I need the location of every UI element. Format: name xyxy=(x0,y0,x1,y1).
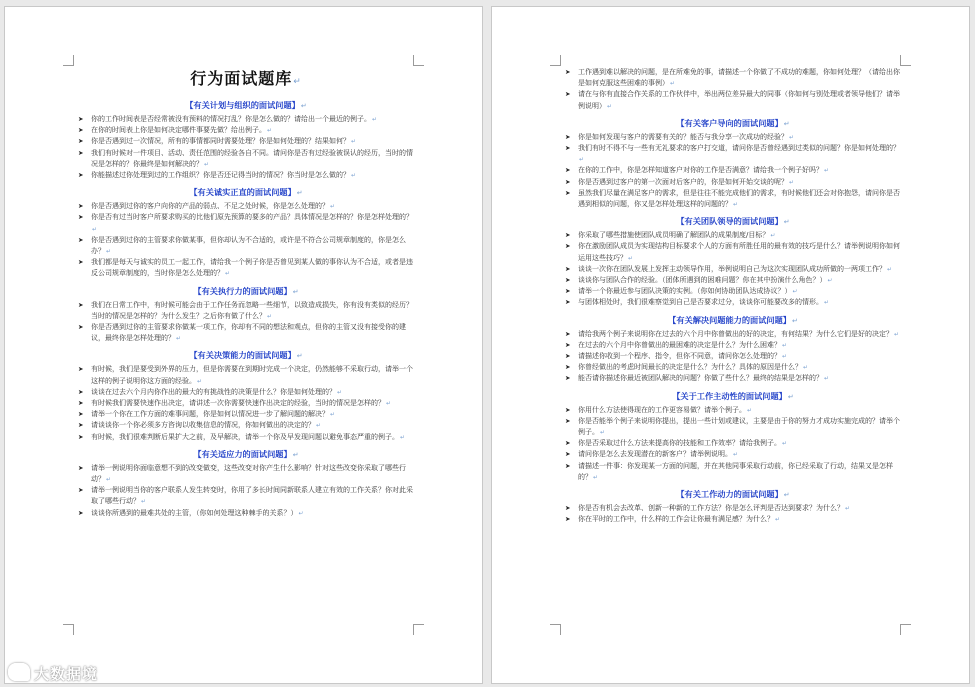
bullet-arrow-icon: ➤ xyxy=(565,231,571,240)
question-text: 你能描述过你处理到过的工作组织？你是否还记得当时的情况？你当时是怎么做的？ xyxy=(91,171,350,180)
paragraph-mark: ↵ xyxy=(351,138,357,146)
bullet-arrow-icon: ➤ xyxy=(565,416,571,425)
bullet-arrow-icon: ➤ xyxy=(78,300,84,309)
paragraph-mark: ↵ xyxy=(782,341,788,349)
question-text: 你在平时的工作中，什么样的工作会让你最有满足感？为什么？ xyxy=(578,515,774,524)
paragraph-mark: ↵ xyxy=(298,509,304,517)
section-heading: 【有关适应力的面试问题】↵ xyxy=(193,448,299,459)
bullet-arrow-icon: ➤ xyxy=(565,242,571,251)
paragraph-mark: ↵ xyxy=(106,476,112,484)
question-item xyxy=(77,170,415,181)
question-text: 我们都是每天与诚实的员工一起工作，请给我一个例子你是否曾见到某人做的事你认为不合适，或者是违反公司规章制度的，当时你是怎么处理的？ xyxy=(91,258,413,278)
bullet-arrow-icon: ➤ xyxy=(565,276,571,285)
question-text: 你是否遇到过你的主管要求你做某事，但你却认为不合适的，或许是不符合公司规章制度的，你是怎么办？ xyxy=(91,235,406,256)
paragraph-mark: ↵ xyxy=(783,218,790,227)
question-text: 我们有时候对一件项目、活动、责任范围的经验各自不同。请问你是否有过经验被误认的经历，当时的情况是怎样的？你最终是如何解决的？ xyxy=(91,148,413,168)
question-text: 请谈谈你一个你必须多方咨询以收集信息的情况，你如何做出的决定的？ xyxy=(91,421,315,430)
question-text: 你是否遇到过你的主管要求你做某一项工作，你却有不同的想法和观点，但你的主管又没有接受你的建议，最终你是怎样处理的？ xyxy=(91,323,406,343)
bullet-arrow-icon: ➤ xyxy=(78,432,84,441)
question-text: 谈谈你与团队合作的经验。（团体所遇到的困难问题？你在其中扮演什么角色？） xyxy=(578,276,827,285)
question-item xyxy=(77,398,415,409)
paragraph-mark: ↵ xyxy=(791,316,798,325)
bullet-arrow-icon: ➤ xyxy=(78,486,84,495)
bullet-arrow-icon: ➤ xyxy=(78,399,84,408)
question-text: 你曾经做出的考虑时间最长的决定是什么？为什么？具体的原因是什么？ xyxy=(578,363,802,372)
paragraph-mark: ↵ xyxy=(747,406,753,414)
question-item xyxy=(564,67,902,89)
page-content[interactable] xyxy=(77,63,415,519)
paragraph-mark: ↵ xyxy=(607,102,613,110)
bullet-arrow-icon: ➤ xyxy=(565,450,571,459)
paragraph-mark: ↵ xyxy=(204,160,210,168)
paragraph-mark: ↵ xyxy=(386,400,392,408)
question-item xyxy=(77,409,415,420)
question-text: 在过去的六个月中你曾做出的最困难的决定是什么？为什么困难？ xyxy=(578,340,781,349)
question-text: 在你的工作中，你是怎样知道客户对你的工作是否满意？请给我一个例子好吗？ xyxy=(578,166,823,175)
bullet-arrow-icon: ➤ xyxy=(78,213,84,222)
question-item xyxy=(77,235,415,257)
section-heading: 【有关决策能力的面试问题】↵ xyxy=(189,350,303,361)
bullet-arrow-icon: ➤ xyxy=(565,439,571,448)
bullet-arrow-icon: ➤ xyxy=(78,171,84,180)
question-text: 我们有时不得不与一些有无礼要求的客户打交道，请问你是否曾经遇到过类似的问题？你是如何处理的？ xyxy=(578,144,900,153)
bullet-arrow-icon: ➤ xyxy=(565,329,571,338)
section-heading: 【有关执行力的面试问题】↵ xyxy=(193,285,299,296)
question-text: 请问你是怎么去发现潜在的新客户？请举例说明。 xyxy=(578,450,732,459)
bullet-arrow-icon: ➤ xyxy=(78,323,84,332)
bullet-arrow-icon: ➤ xyxy=(565,340,571,349)
question-text: 虽然我们尽量在满足客户的需求，但是往往不能完成他们的需求，有时候他们还会对你抱怨，请问你是否遇到相似的问题，你又是怎样处理这样的问题的？ xyxy=(578,188,900,209)
question-text: 请描述你收到一个程序、指令，但你不同意，请问你怎么处理的？ xyxy=(578,352,781,361)
paragraph-mark: ↵ xyxy=(197,377,203,385)
crop-mark xyxy=(413,624,424,635)
paragraph-mark: ↵ xyxy=(894,330,900,338)
question-item xyxy=(77,257,415,279)
watermark-logo-icon xyxy=(8,663,30,681)
question-item xyxy=(77,485,415,507)
paragraph-mark: ↵ xyxy=(824,375,830,383)
question-item xyxy=(77,508,415,519)
bullet-arrow-icon: ➤ xyxy=(78,365,84,374)
question-item xyxy=(564,286,902,297)
paragraph-mark: ↵ xyxy=(267,312,273,320)
question-text: 能否请你描述你最近被团队解决的问题？你做了些什么？最终的结果是怎样的？ xyxy=(578,374,823,383)
bullet-arrow-icon: ➤ xyxy=(78,126,84,135)
paragraph-mark: ↵ xyxy=(351,172,357,180)
question-item xyxy=(564,514,902,525)
paragraph-mark: ↵ xyxy=(628,254,634,262)
paragraph-mark: ↵ xyxy=(792,288,798,296)
bullet-arrow-icon: ➤ xyxy=(565,504,571,513)
paragraph-mark: ↵ xyxy=(827,277,833,285)
paragraph-mark: ↵ xyxy=(770,232,776,240)
question-text: 我们在日常工作中，有时候可能会由于工作任务而忽略一些细节，以致造成损失，你有没有类似的经历？当时的情况是怎样的？为什么发生？之后你有做了什么？ xyxy=(91,300,413,320)
bullet-arrow-icon: ➤ xyxy=(565,90,571,99)
bullet-arrow-icon: ➤ xyxy=(565,144,571,153)
paragraph-mark: ↵ xyxy=(593,473,599,481)
bullet-arrow-icon: ➤ xyxy=(565,166,571,175)
bullet-arrow-icon: ➤ xyxy=(565,132,571,141)
paragraph-mark: ↵ xyxy=(803,364,809,372)
bullet-arrow-icon: ➤ xyxy=(565,264,571,273)
question-item xyxy=(564,275,902,286)
crop-mark xyxy=(900,624,911,635)
paragraph-mark: ↵ xyxy=(789,133,795,141)
question-item xyxy=(564,264,902,275)
question-text: 谈谈一次你在团队发展上发挥主动领导作用，举例说明自己为这次实现团队成功所做的一两项工作？ xyxy=(578,264,886,273)
question-text: 你用什么方法使得现在的工作更容易做？请举个例子。 xyxy=(578,405,746,414)
question-item xyxy=(564,373,902,384)
bullet-arrow-icon: ➤ xyxy=(565,461,571,470)
question-item xyxy=(564,351,902,362)
paragraph-mark: ↵ xyxy=(296,189,303,198)
paragraph-mark: ↵ xyxy=(824,167,830,175)
bullet-arrow-icon: ➤ xyxy=(78,148,84,157)
question-item xyxy=(564,449,902,460)
question-text: 谈谈你所遇到的最难共处的主管，（你如何处理这种棘手的关系？） xyxy=(91,508,298,517)
question-item xyxy=(564,165,902,176)
question-item xyxy=(564,241,902,263)
bullet-arrow-icon: ➤ xyxy=(565,177,571,186)
paragraph-mark: ↵ xyxy=(296,352,303,361)
paragraph-mark: ↵ xyxy=(292,287,299,296)
question-item xyxy=(564,143,902,165)
bullet-arrow-icon: ➤ xyxy=(78,508,84,517)
crop-mark xyxy=(900,55,911,66)
paragraph-mark: ↵ xyxy=(670,80,676,88)
paragraph-mark: ↵ xyxy=(106,248,112,256)
bullet-arrow-icon: ➤ xyxy=(565,352,571,361)
question-item xyxy=(77,136,415,147)
section-heading: 【有关工作动力的面试问题】↵ xyxy=(676,489,790,500)
page-content[interactable] xyxy=(564,67,902,526)
paragraph-mark: ↵ xyxy=(783,119,790,128)
question-text: 你是否采取过什么方法来提高你的技能和工作效率？请给我例子。 xyxy=(578,439,781,448)
question-item xyxy=(77,148,415,170)
question-item xyxy=(564,340,902,351)
question-text: 请举一例说明当你的客户联系人发生转变时，你用了多长时间同新联系人建立有效的工作关系？你对此采取了哪些行动？ xyxy=(91,486,413,506)
question-item xyxy=(77,322,415,344)
paragraph-mark: ↵ xyxy=(775,516,781,524)
question-item xyxy=(564,438,902,449)
crop-mark xyxy=(550,624,561,635)
section-heading: 【有关客户导向的面试问题】↵ xyxy=(676,117,790,128)
paragraph-mark: ↵ xyxy=(141,498,147,506)
bullet-arrow-icon: ➤ xyxy=(78,235,84,244)
bullet-arrow-icon: ➤ xyxy=(565,298,571,307)
section-heading: 【有关团队领导的面试问题】↵ xyxy=(676,216,790,227)
crop-mark xyxy=(63,624,74,635)
question-text: 工作遇到难以解决的问题，是在所难免的事，请描述一个你做了不成功的难题，你如何处理？（请给出你是如何克服这些困难的事例） xyxy=(578,68,900,88)
paragraph-mark: ↵ xyxy=(267,127,273,135)
paragraph-mark: ↵ xyxy=(92,225,98,233)
bullet-arrow-icon: ➤ xyxy=(78,421,84,430)
bullet-arrow-icon: ➤ xyxy=(565,363,571,372)
paragraph-mark: ↵ xyxy=(176,335,182,343)
question-text: 请描述一件事：你发现某一方面的问题，并在其他同事采取行动前，你已经采取了行动，结果又是怎样的？ xyxy=(578,461,893,481)
question-item xyxy=(77,387,415,398)
bullet-arrow-icon: ➤ xyxy=(78,115,84,123)
bullet-arrow-icon: ➤ xyxy=(565,188,571,197)
paragraph-mark: ↵ xyxy=(787,392,794,401)
question-text: 你是否有过当时客户所要求购买的比他们原先预算的要多的产品？具体情况是怎样的？你是怎样处理的？ xyxy=(91,213,413,222)
question-item xyxy=(564,89,902,111)
bullet-arrow-icon: ➤ xyxy=(78,202,84,211)
paragraph-mark: ↵ xyxy=(824,299,830,307)
crop-mark xyxy=(550,55,561,66)
question-item xyxy=(77,300,415,322)
question-item xyxy=(564,362,902,373)
bullet-arrow-icon: ➤ xyxy=(78,463,84,472)
question-text: 请给我两个例子来说明你在过去的六个月中你曾做出的好的决定，有何结果？为什么它们是好的决定？ xyxy=(578,329,893,338)
question-text: 你是否遇到过你的客户向你的产品的弱点、不足之处时候，你是怎么处理的？ xyxy=(91,202,329,211)
paragraph-mark: ↵ xyxy=(782,440,788,448)
question-item xyxy=(77,212,415,234)
question-item xyxy=(77,114,415,125)
question-item xyxy=(564,405,902,416)
paragraph-mark: ↵ xyxy=(400,433,406,441)
bullet-arrow-icon: ➤ xyxy=(565,405,571,414)
paragraph-mark: ↵ xyxy=(783,491,790,500)
paragraph-mark: ↵ xyxy=(579,156,585,164)
bullet-arrow-icon: ➤ xyxy=(78,410,84,419)
section-heading: 【有关诚实正直的面试问题】↵ xyxy=(189,187,303,198)
question-text: 有时候，我们很难判断后果扩大之前，及早解决，请举一个你及早发现问题以避免事态严重的例子。 xyxy=(91,432,399,441)
bullet-arrow-icon: ➤ xyxy=(565,68,571,76)
paragraph-mark: ↵ xyxy=(600,429,606,437)
question-item xyxy=(77,125,415,136)
bullet-arrow-icon: ➤ xyxy=(78,258,84,267)
paragraph-mark: ↵ xyxy=(330,411,336,419)
question-item xyxy=(564,297,902,308)
question-text: 你是否能举个例子来说明你提出，提出一些计划或建议，主要是由于你的努力才成功实施完成的？请举个例子。 xyxy=(578,416,900,437)
section-heading: 【有关计划与组织的面试问题】↵ xyxy=(185,100,307,110)
question-item xyxy=(77,201,415,212)
paragraph-mark: ↵ xyxy=(293,77,302,87)
question-text: 谈谈在过去六个月内你作出的最大的有挑战性的决策是什么？你是如何处理的？ xyxy=(91,387,336,396)
paragraph-mark: ↵ xyxy=(372,116,378,123)
paragraph-mark: ↵ xyxy=(292,450,299,459)
question-item xyxy=(77,463,415,485)
bullet-arrow-icon: ➤ xyxy=(78,137,84,146)
paragraph-mark: ↵ xyxy=(225,270,231,278)
question-text: 请举一个你在工作方面的难事问题，你是如何以情况进一步了解问题的解决？ xyxy=(91,410,329,419)
question-item xyxy=(77,432,415,443)
question-text: 你采取了哪些措施使团队成员明确了解团队的成果制度/目标？ xyxy=(578,231,770,240)
question-item xyxy=(564,416,902,438)
question-text: 你是否遇到过客户的第一次面对后客户的，你是如何开始交谈的呢？ xyxy=(578,177,788,186)
bullet-arrow-icon: ➤ xyxy=(565,374,571,383)
bullet-arrow-icon: ➤ xyxy=(565,287,571,296)
paragraph-mark: ↵ xyxy=(733,451,739,459)
question-item xyxy=(564,132,902,143)
question-item xyxy=(564,177,902,188)
paragraph-mark: ↵ xyxy=(782,353,788,361)
question-text: 请在与你有直接合作关系的工作伙伴中，举出两位差异最大的同事（你如何与别处理或者领导他们？请举例说明） xyxy=(578,90,900,110)
document-title: 行为面试题库↵ xyxy=(190,69,302,88)
section-heading: 【关于工作主动性的面试问题】↵ xyxy=(672,390,794,401)
paragraph-mark: ↵ xyxy=(845,505,851,513)
question-item xyxy=(77,364,415,386)
question-text: 请举一例说明你面临意想不到的改变做变，这些改变对你产生什么影响？针对这些改变你采取了哪些行动？ xyxy=(91,463,406,484)
paragraph-mark: ↵ xyxy=(330,203,336,211)
paragraph-mark: ↵ xyxy=(887,265,893,273)
paragraph-mark: ↵ xyxy=(337,388,343,396)
paragraph-mark: ↵ xyxy=(789,178,795,186)
question-text: 你在激励团队成员为实现结构目标要求个人的方面有所胜任用的最有效的技巧是什么？请举例说明你如何运用这些技巧？ xyxy=(578,242,900,262)
document-page-left xyxy=(4,6,483,684)
question-item xyxy=(564,329,902,340)
paragraph-mark: ↵ xyxy=(300,102,307,110)
bullet-arrow-icon: ➤ xyxy=(565,515,571,524)
question-text: 你是如何发现与客户的需要有关的？能否与我分享一次成功的经验？ xyxy=(578,132,788,141)
question-item xyxy=(77,420,415,431)
question-item xyxy=(564,503,902,514)
bullet-arrow-icon: ➤ xyxy=(78,387,84,396)
question-text: 与团体相处时，我们很难察觉到自己是否要求过分，谈谈你可能要改多的情形。 xyxy=(578,298,823,307)
question-text: 你的工作时间表是否经常被没有预料的情况打乱？你是怎么做的？请给出一个最近的例子。 xyxy=(91,115,371,123)
paragraph-mark: ↵ xyxy=(316,422,322,430)
question-text: 请举一个你最近参与团队决策的实例。（你如何协助团队达成协议？） xyxy=(578,287,792,296)
document-page-right xyxy=(491,6,970,684)
question-text: 你是否有机会去改革、创新一种新的工作方法？你是怎么评判是否达到要求？为什么？ xyxy=(578,504,844,513)
paragraph-mark: ↵ xyxy=(733,201,739,209)
question-text: 有时候我们需要快速作出决定，请讲述一次你需要快速作出决定的经验，当时的情况是怎样的？ xyxy=(91,399,385,408)
watermark: 大数据境 xyxy=(8,663,98,684)
crop-mark xyxy=(63,55,74,66)
question-item xyxy=(564,461,902,483)
question-item xyxy=(564,188,902,210)
section-heading: 【有关解决问题能力的面试问题】↵ xyxy=(668,314,798,325)
question-text: 有时候，我们是要受到外界的压力，但是你需要在到期时完成一个决定，仍然能够不采取行动，请举一个这样的例子说明你这方面的经验。 xyxy=(91,365,413,385)
question-text: 你是否遇到过一次情况，所有的事情都同时需要处理？你是如何处理的？结果如何？ xyxy=(91,137,350,146)
question-text: 在你的时间表上你是如何决定哪件事要先做？给出例子。 xyxy=(91,126,266,135)
question-item xyxy=(564,230,902,241)
